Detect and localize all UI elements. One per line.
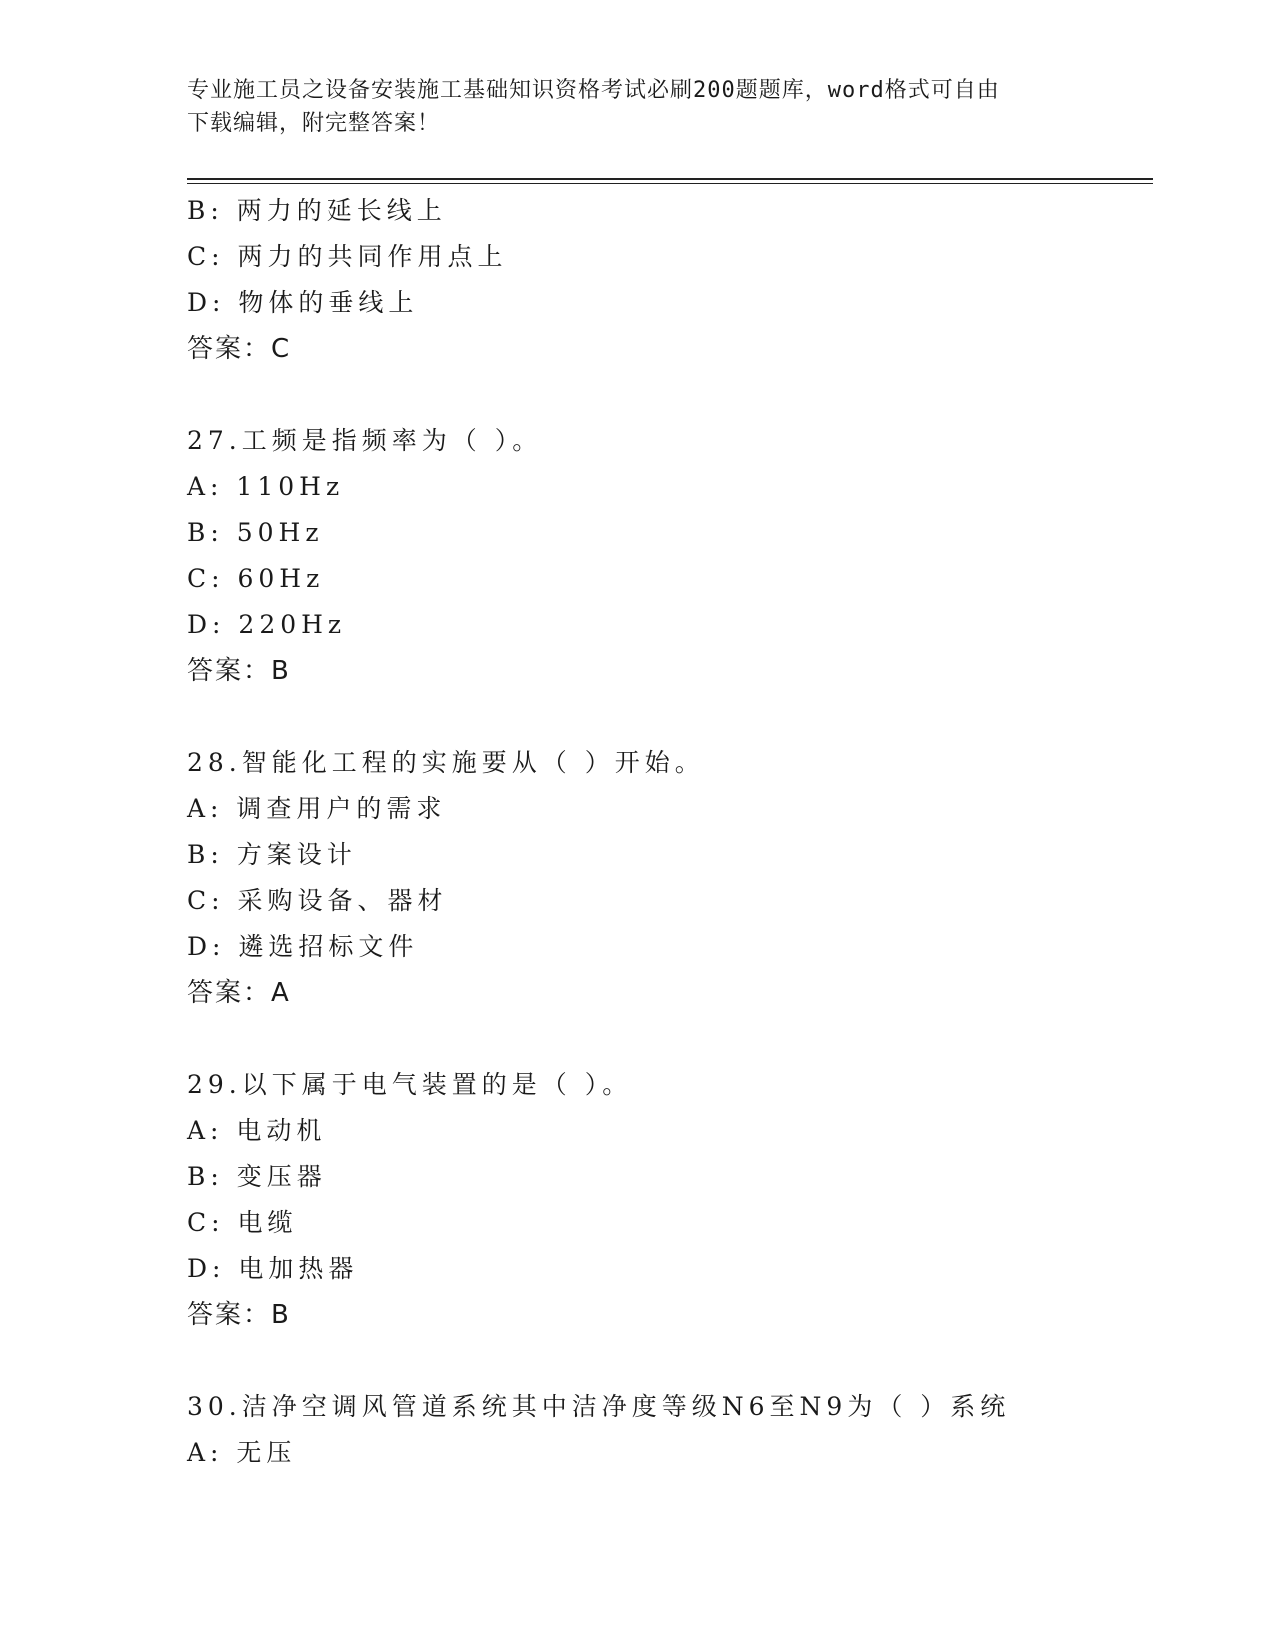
spacer: [187, 1338, 1167, 1384]
option-d: D: 电加热器: [187, 1254, 359, 1283]
option-c: C: 采购设备、器材: [187, 886, 448, 915]
question-block: [187, 1062, 1167, 1338]
spacer: [187, 1016, 1167, 1062]
option-b: B: 变压器: [187, 1162, 327, 1191]
option-c: C: 电缆: [187, 1208, 298, 1237]
option-d: D: 遴选招标文件: [187, 932, 419, 961]
option-a: A: 110Hz: [187, 472, 345, 501]
spacer: [187, 372, 1167, 418]
question-stem: 27.工频是指频率为（ ）。: [187, 426, 543, 455]
question-stem: 28.智能化工程的实施要从（ ）开始。: [187, 748, 705, 777]
question-list: [187, 188, 1167, 1476]
question-block: [187, 1384, 1167, 1476]
option-c: C: 60Hz: [187, 564, 325, 593]
header-divider-thick: [187, 178, 1153, 180]
answer-line: 答案：C: [187, 334, 292, 364]
option-b: B: 50Hz: [187, 518, 324, 547]
option-b: B: 方案设计: [187, 840, 357, 869]
document-header: [187, 74, 1087, 140]
question-block: [187, 418, 1167, 694]
option-c: C: 两力的共同作用点上: [187, 242, 508, 271]
option-a: A: 无压: [187, 1438, 297, 1467]
header-title-line-2: 下载编辑，附完整答案！: [187, 111, 441, 136]
option-d: D: 物体的垂线上: [187, 288, 419, 317]
question-stem: 30.洁净空调风管道系统其中洁净度等级N6至N9为（ ）系统: [187, 1392, 1011, 1421]
answer-line: 答案：B: [187, 1300, 291, 1330]
header-divider-thin: [187, 183, 1153, 184]
option-a: A: 电动机: [187, 1116, 327, 1145]
question-block: [187, 188, 1167, 372]
answer-line: 答案：A: [187, 978, 291, 1008]
option-a: A: 调查用户的需求: [187, 794, 447, 823]
option-b: B: 两力的延长线上: [187, 196, 447, 225]
header-title-line-1: 专业施工员之设备安装施工基础知识资格考试必刷200题题库，word格式可自由: [187, 78, 1000, 103]
spacer: [187, 694, 1167, 740]
answer-line: 答案：B: [187, 656, 291, 686]
option-d: D: 220Hz: [187, 610, 347, 639]
question-stem: 29.以下属于电气装置的是（ ）。: [187, 1070, 633, 1099]
question-block: [187, 740, 1167, 1016]
